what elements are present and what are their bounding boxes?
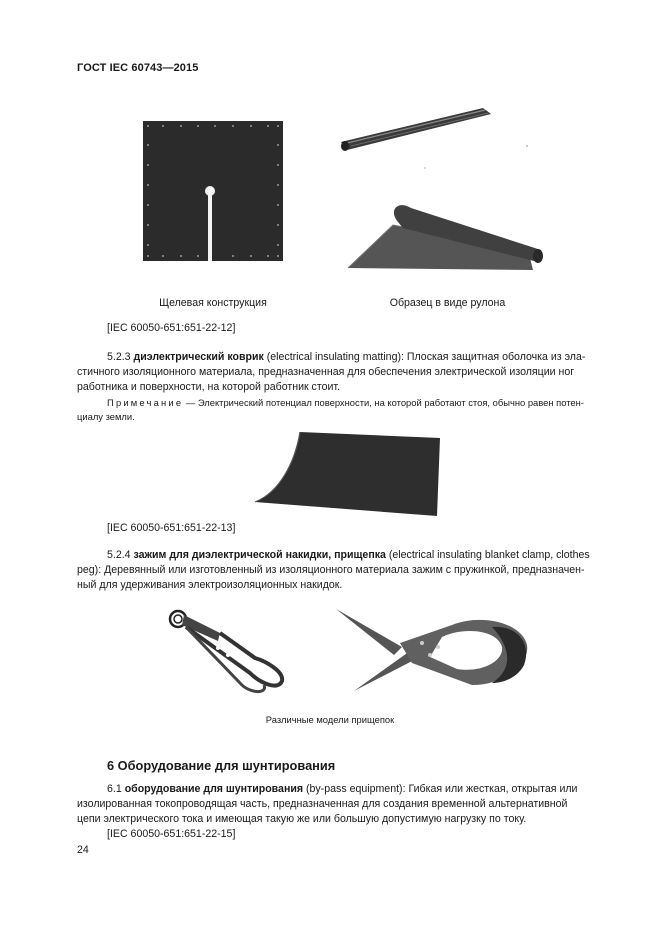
english-term: (by-pass equipment): — [306, 783, 406, 795]
slotted-mat-image — [143, 121, 283, 261]
clause-6-1 — [77, 782, 613, 827]
note-text: циалу земли. — [77, 411, 135, 422]
caption-slotted: Щелевая конструкция — [159, 297, 267, 309]
note — [77, 396, 613, 424]
english-term: (electrical insulating matting): — [266, 351, 404, 363]
document-header: ГОСТ IEC 60743—2015 — [77, 62, 199, 74]
definition-text: ный для удерживания электроизоляционных накидок. — [77, 579, 343, 591]
rolled-mat-image — [333, 100, 548, 275]
clamp-large-image — [332, 603, 532, 693]
english-term: (electrical insulating blanket clamp, clothes — [388, 549, 590, 561]
clause-5-2-4 — [77, 548, 613, 593]
definition-text: цепи электрического тока и имеющая такую же или большую допустимую нагрузку по току. — [77, 813, 527, 825]
clause-number: 5.2.3 — [107, 351, 131, 363]
term: диэлектрический коврик — [133, 351, 264, 363]
definition-text: стичного изоляционного материала, предназначенная для обеспечения электрической изоляции ног — [77, 366, 575, 378]
term: оборудование для шунтирования — [124, 783, 304, 795]
flat-mat-image — [255, 432, 445, 517]
note-label: Примечание — [107, 397, 184, 408]
caption-clamps: Различные модели прищепок — [265, 714, 395, 725]
reference-3: [IEC 60050-651:651-22-15] — [107, 828, 236, 840]
definition-text: Плоская защитная оболочка из эла- — [406, 351, 586, 363]
definition-text: изолированная токопроводящая часть, предназначенная для создания временной альтернативной — [77, 798, 568, 810]
note-text: — Электрический потенциал поверхности, на которой работают стоя, обычно равен потен- — [185, 397, 584, 408]
definition-text: работника и поверхности, на которой работник стоит. — [77, 381, 341, 393]
clause-number: 5.2.4 — [107, 549, 131, 561]
definition-text: peg): Деревянный или изготовленный из изоляционного материала зажим с пружинкой, предназначен- — [77, 564, 585, 576]
term: зажим для диэлектрической накидки, прищепка — [133, 549, 386, 561]
clause-number: 6.1 — [107, 783, 122, 795]
clause-5-2-3 — [77, 350, 613, 395]
page-number: 24 — [77, 844, 89, 856]
reference-1: [IEC 60050-651:651-22-12] — [107, 322, 236, 334]
caption-rolled: Образец в виде рулона — [389, 297, 506, 309]
reference-2: [IEC 60050-651:651-22-13] — [107, 522, 236, 534]
definition-text: Гибкая или жесткая, открытая или — [408, 783, 578, 795]
section-title: 6 Оборудование для шунтирования — [107, 758, 336, 773]
clamp-small-image — [160, 603, 290, 698]
